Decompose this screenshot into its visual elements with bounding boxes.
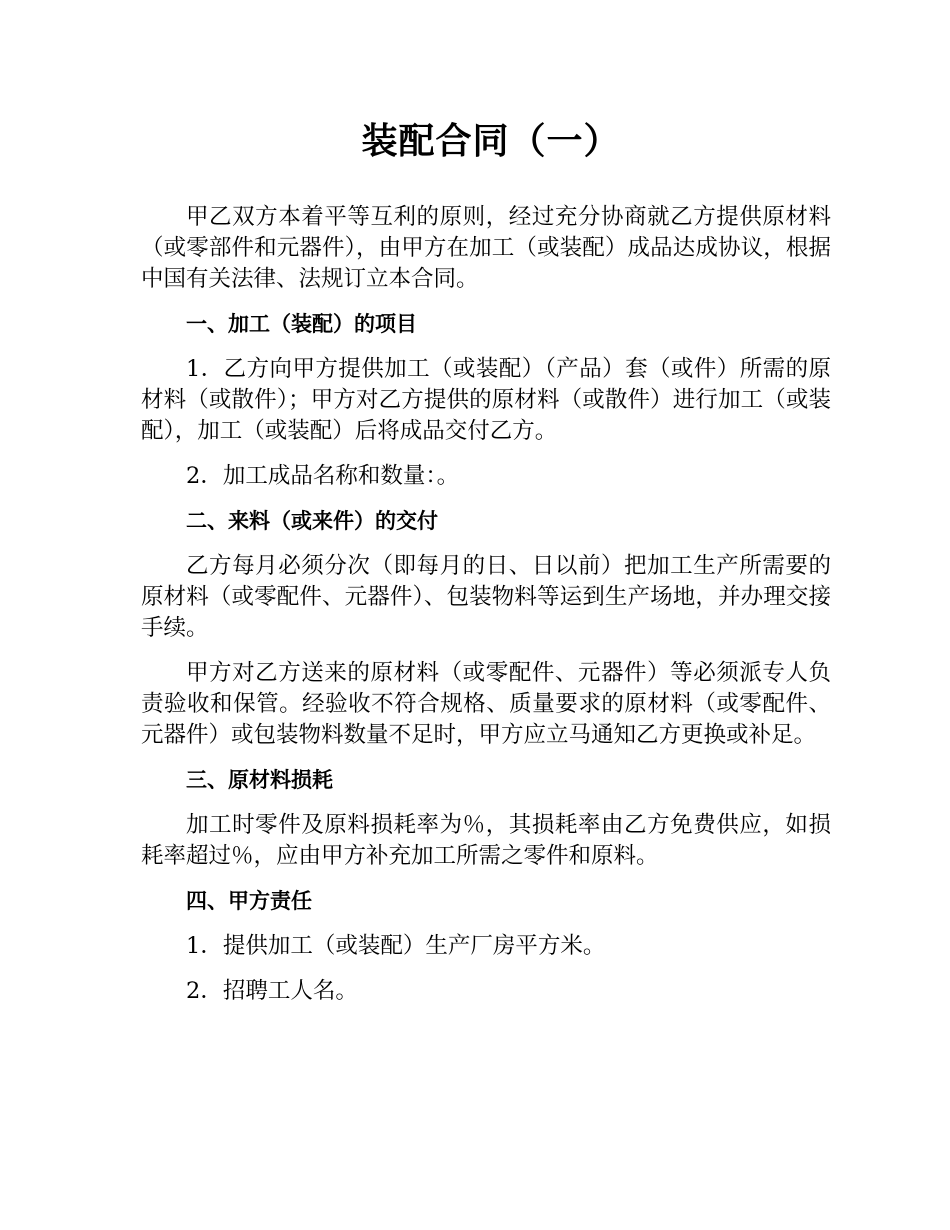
intro-paragraph: 甲乙双方本着平等互利的原则，经过充分协商就乙方提供原材料（或零部件和元器件），由甲方在加工（或装配）成品达成协议，根据中国有关法律、法规订立本合同。 [141, 204, 831, 292]
section-4-paragraph-2: 2．招聘工人名。 [186, 978, 358, 1004]
section-2-paragraph-2: 甲方对乙方送来的原材料（或零配件、元器件）等必须派专人负责验收和保管。经验收不符合规格、质量要求的原材料（或零配件、元器件）或包装物料数量不足时，甲方应立马通知乙方更换或补足。 [141, 660, 831, 748]
document-page [141, 118, 831, 1021]
section-heading-2: 二、来料（或来件）的交付 [186, 509, 438, 533]
section-heading-3: 三、原材料损耗 [186, 768, 333, 792]
section-4-paragraph-1: 1．提供加工（或装配）生产厂房平方米。 [186, 933, 606, 959]
section-1-paragraph-2: 2．加工成品名称和数量：。 [186, 463, 460, 489]
section-1-paragraph-1: 1．乙方向甲方提供加工（或装配）（产品）套（或件）所需的原材料（或散件）；甲方对乙方提供的原材料（或散件）进行加工（或装配），加工（或装配）后将成品交付乙方。 [141, 356, 831, 444]
section-2-paragraph-1: 乙方每月必须分次（即每月的日、日以前）把加工生产所需要的原材料（或零配件、元器件）、包装物料等运到生产场地，并办理交接手续。 [141, 553, 831, 641]
section-heading-4: 四、甲方责任 [186, 889, 312, 913]
document-title: 装配合同（一） [361, 121, 621, 162]
section-heading-1: 一、加工（装配）的项目 [186, 312, 417, 336]
section-3-paragraph-1: 加工时零件及原料损耗率为％，其损耗率由乙方免费供应，如损耗率超过％，应由甲方补充加工所需之零件和原料。 [141, 812, 831, 869]
